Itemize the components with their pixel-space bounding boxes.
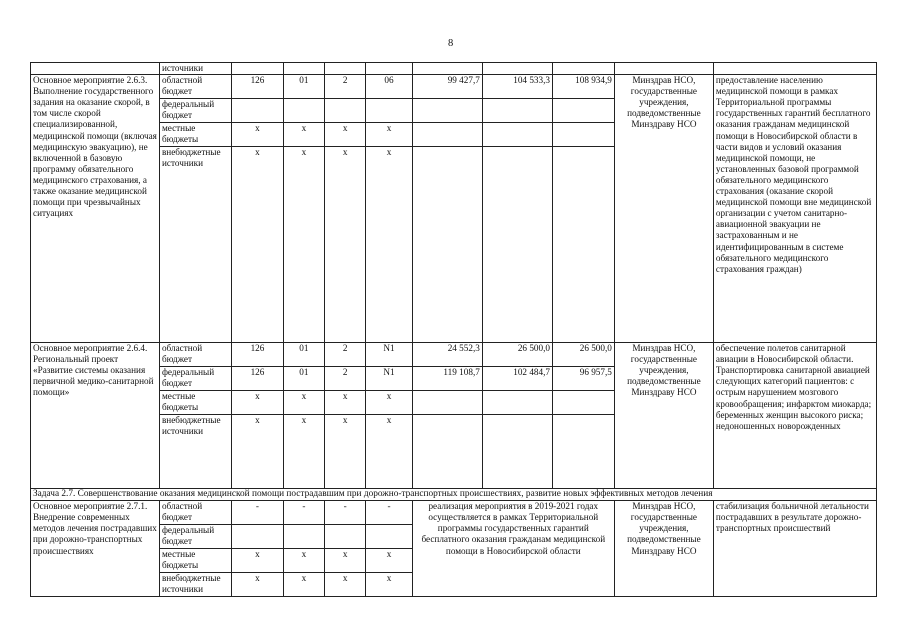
year1-value: 24 552,3 (412, 343, 482, 367)
pr-cell: - (325, 501, 366, 525)
pr-cell (325, 525, 366, 549)
year2-value: 102 484,7 (482, 367, 552, 391)
financing-table (30, 62, 877, 597)
cs-cell: x (366, 549, 412, 573)
source-label: федеральный бюджет (159, 367, 231, 391)
pr-cell: x (325, 573, 366, 597)
grbs-cell: - (232, 501, 284, 525)
year3-value (552, 391, 614, 415)
executor: Минздрав НСО, государственные учреждения, подведомственные Минздраву НСО (614, 75, 713, 343)
table-row (31, 501, 877, 525)
year2-value (482, 147, 552, 343)
year1-value (412, 147, 482, 343)
rz-cell (283, 525, 324, 549)
table-row (31, 75, 877, 99)
year1-value (412, 99, 482, 123)
source-label: внебюджетные источники (159, 415, 231, 489)
year1-value (412, 391, 482, 415)
pr-cell: 2 (325, 75, 366, 99)
year2-value (482, 415, 552, 489)
year2-value (482, 391, 552, 415)
page-number: 8 (448, 38, 454, 49)
grbs-cell (232, 99, 284, 123)
rz-cell: 01 (283, 75, 324, 99)
year3-value (552, 147, 614, 343)
rz-cell: - (283, 501, 324, 525)
year3-value: 26 500,0 (552, 343, 614, 367)
grbs-cell: x (232, 549, 284, 573)
year2-value (482, 99, 552, 123)
year2-value: 26 500,0 (482, 343, 552, 367)
measure-name: Основное мероприятие 2.6.3. Выполнение государственного задания на оказание скорой, в том числе скорой специализированной, медицинской помощи (включая медицинскую эвакуацию), не включенной в базовую программу обязательного медицинского страхования, а также оказание медицинской помощи при чрезвычайных ситуациях (31, 75, 160, 343)
grbs-cell: x (232, 123, 284, 147)
year1-value (412, 123, 482, 147)
cs-cell: - (366, 501, 412, 525)
year3-value (552, 99, 614, 123)
rz-cell: x (283, 415, 324, 489)
cs-cell: x (366, 415, 412, 489)
grbs-cell: x (232, 391, 284, 415)
grbs-cell: 126 (232, 367, 284, 391)
pr-cell: x (325, 147, 366, 343)
cs-cell: x (366, 147, 412, 343)
expected-result: предоставление населению медицинской помощи в рамках Территориальной программы государственных гарантий бесплатного оказания гражданам медицинской помощи в Новосибирской области в части видов и условий оказания медицинской помощи, не установленных базовой программой обязательного медицинского страхования (оказание скорой медицинской помощи вне медицинской организации с учетом санитарно-авиационной эвакуации не застрахованным и не идентифицированным в системе обязательного медицинского страхования граждан) (713, 75, 876, 343)
cs-cell: x (366, 123, 412, 147)
year2-value (482, 123, 552, 147)
cs-cell (366, 99, 412, 123)
executor: Минздрав НСО, государственные учреждения, подведомственные Минздраву НСО (614, 501, 713, 597)
pr-cell: 2 (325, 367, 366, 391)
year3-value (552, 415, 614, 489)
rz-cell: x (283, 147, 324, 343)
pr-cell (325, 99, 366, 123)
grbs-cell: x (232, 573, 284, 597)
grbs-cell: x (232, 147, 284, 343)
implementation-note: реализация мероприятия в 2019-2021 годах осуществляется в рамках Территориальной программы государственных гарантий бесплатного оказания гражданам медицинской помощи в Новосибирской области (412, 501, 614, 597)
source-label: областной бюджет (159, 501, 231, 525)
source-label: федеральный бюджет (159, 525, 231, 549)
source-label: местные бюджеты (159, 123, 231, 147)
table-row (31, 343, 877, 367)
year1-value: 99 427,7 (412, 75, 482, 99)
cs-cell: 06 (366, 75, 412, 99)
pr-cell: x (325, 415, 366, 489)
source-label: источники (159, 63, 231, 75)
expected-result: обеспечение полетов санитарной авиации в Новосибирской области. Транспортировка санитарной авиацией следующих категорий пациентов: с острым нарушением мозгового кровообращения; инфарктом миокарда; беременных женщин высокого риска; недоношенных новорожденных (713, 343, 876, 489)
rz-cell: x (283, 123, 324, 147)
source-label: местные бюджеты (159, 391, 231, 415)
table-row (31, 63, 877, 75)
source-label: местные бюджеты (159, 549, 231, 573)
rz-cell (283, 99, 324, 123)
year3-value: 108 934,9 (552, 75, 614, 99)
executor: Минздрав НСО, государственные учреждения, подведомственные Минздраву НСО (614, 343, 713, 489)
source-label: внебюджетные источники (159, 147, 231, 343)
cs-cell: N1 (366, 343, 412, 367)
table-row (31, 489, 877, 501)
grbs-cell: 126 (232, 75, 284, 99)
cs-cell: x (366, 391, 412, 415)
source-label: внебюджетные источники (159, 573, 231, 597)
source-label: федеральный бюджет (159, 99, 231, 123)
year1-value (412, 415, 482, 489)
rz-cell: x (283, 391, 324, 415)
rz-cell: x (283, 549, 324, 573)
rz-cell: x (283, 573, 324, 597)
rz-cell: 01 (283, 367, 324, 391)
cs-cell (366, 525, 412, 549)
pr-cell: x (325, 549, 366, 573)
year1-value: 119 108,7 (412, 367, 482, 391)
grbs-cell: x (232, 415, 284, 489)
year2-value: 104 533,3 (482, 75, 552, 99)
source-label: областной бюджет (159, 343, 231, 367)
pr-cell: x (325, 391, 366, 415)
source-label: областной бюджет (159, 75, 231, 99)
pr-cell: 2 (325, 343, 366, 367)
measure-name: Основное мероприятие 2.7.1. Внедрение современных методов лечения пострадавших при дорожно-транспортных происшествиях (31, 501, 160, 597)
expected-result: стабилизация больничной летальности пострадавших в результате дорожно-транспортных происшествий (713, 501, 876, 597)
grbs-cell (232, 525, 284, 549)
cs-cell: N1 (366, 367, 412, 391)
measure-name: Основное мероприятие 2.6.4. Региональный проект «Развитие системы оказания первичной медико-санитарной помощи» (31, 343, 160, 489)
year3-value (552, 123, 614, 147)
rz-cell: 01 (283, 343, 324, 367)
task-heading: Задача 2.7. Совершенствование оказания медицинской помощи пострадавшим при дорожно-транспортных происшествиях, развитие новых эффективных методов лечения (31, 489, 877, 501)
grbs-cell: 126 (232, 343, 284, 367)
cs-cell: x (366, 573, 412, 597)
year3-value: 96 957,5 (552, 367, 614, 391)
pr-cell: x (325, 123, 366, 147)
